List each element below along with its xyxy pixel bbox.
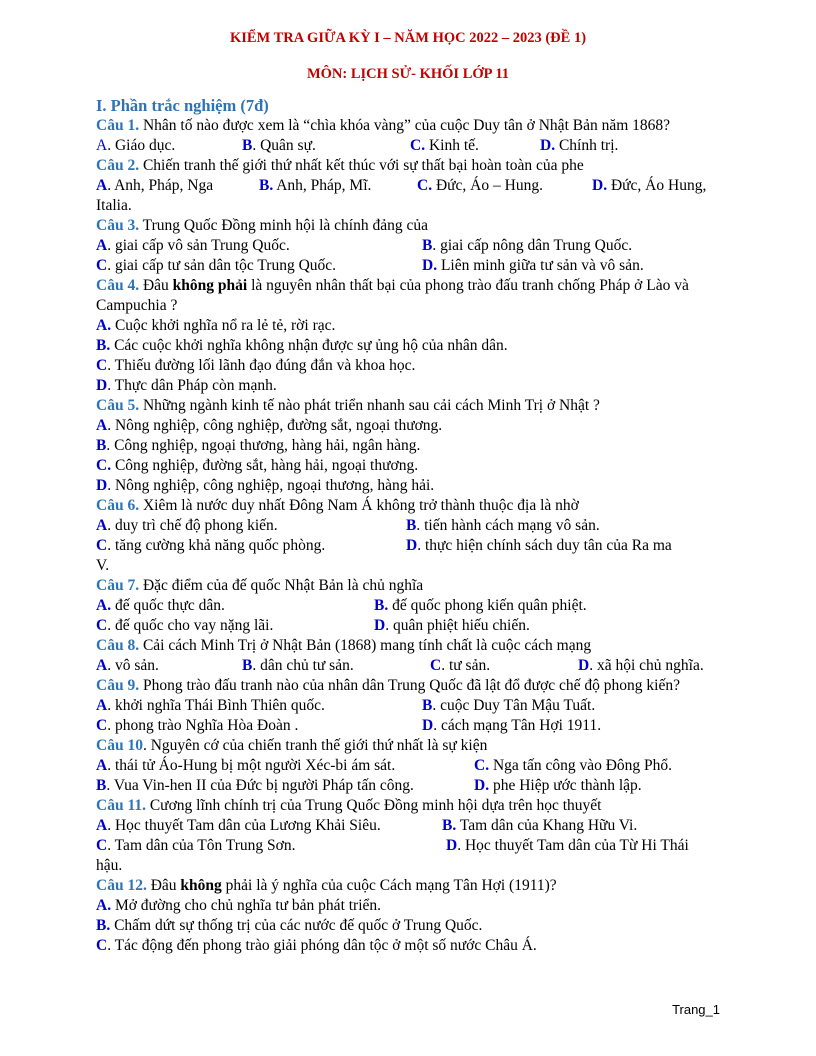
option-b: B. Vua Vin-hen II của Đức bị người Pháp tấn công. [96,777,414,794]
question-6: Câu 6. Xiêm là nước duy nhất Đông Nam Á không trở thành thuộc địa là nhờ [96,497,579,514]
question-9: Câu 9. Phong trào đấu tranh nào của nhân dân Trung Quốc đã lật đổ được chế độ phong kiến? [96,677,680,694]
option-a: A. khởi nghĩa Thái Bình Thiên quốc. [96,697,325,714]
options-row [96,256,720,276]
options-row [96,136,720,156]
question-10: Câu 10. Nguyên cớ của chiến tranh thế giới thứ nhất là sự kiện [96,737,488,754]
exam-title: KIỂM TRA GIỮA KỲ I – NĂM HỌC 2022 – 2023 (ĐỀ 1) [229,30,587,46]
option-b: B. cuộc Duy Tân Mậu Tuất. [422,697,596,714]
option-c: C. tư sản. [430,657,491,674]
question-2: Câu 2. Chiến tranh thế giới thứ nhất kết thúc với sự thất bại hoàn toàn của phe [96,157,584,174]
options-row [96,756,720,776]
option-c: C. Nga tấn công vào Đông Phổ. [474,757,673,774]
question-3: Câu 3. Trung Quốc Đồng minh hội là chính đảng của [96,217,428,234]
exam-subtitle: MÔN: LỊCH SỬ- KHỐI LỚP 11 [306,66,510,82]
option-continuation: hậu. [96,857,123,874]
options-row [96,596,720,616]
option-a: A. giai cấp vô sản Trung Quốc. [96,237,290,254]
page-number: Trang_1 [672,1002,720,1017]
option-c: C. Tác động đến phong trào giải phóng dân tộc ở một số nước Châu Á. [96,937,537,954]
option-d: D. phe Hiệp ước thành lập. [474,777,642,794]
option-d: D. cách mạng Tân Hợi 1911. [422,717,602,734]
option-c: C. Kinh tế. [410,137,479,154]
option-a: A. Anh, Pháp, Nga [96,177,214,194]
options-row [96,176,720,196]
option-b: B. Công nghiệp, ngoại thương, hàng hải, ngân hàng. [96,437,421,454]
options-row [96,836,720,856]
options-row [96,716,720,736]
options-row [96,516,720,536]
option-a: A. thái tử Áo-Hung bị một người Xéc-bi ám sát. [96,757,396,774]
question-5: Câu 5. Những ngành kinh tế nào phát triển nhanh sau cải cách Minh Trị ở Nhật ? [96,397,600,414]
option-c: C. Công nghiệp, đường sắt, hàng hải, ngoại thương. [96,457,419,474]
option-a: A. Mở đường cho chủ nghĩa tư bản phát triển. [96,897,382,914]
question-text: Nhân tố nào được xem là “chìa khóa vàng” của cuộc Duy tân ở Nhật Bản năm 1868? [139,117,671,134]
option-a: A. Giáo dục. [96,137,176,154]
option-c: C. giai cấp tư sản dân tộc Trung Quốc. [96,257,337,274]
option-d: D. Nông nghiệp, công nghiệp, ngoại thương, hàng hải. [96,477,435,494]
question-label: Câu 1. [96,117,140,134]
option-b: B. giai cấp nông dân Trung Quốc. [422,237,633,254]
option-a: A. đế quốc thực dân. [96,597,225,614]
question-8: Câu 8. Cải cách Minh Trị ở Nhật Bản (1868) mang tính chất là cuộc cách mạng [96,637,592,654]
option-b: B. Chấm dứt sự thống trị của các nước đế quốc ở Trung Quốc. [96,917,483,934]
option-d: D. Đức, Áo Hung, [592,177,707,194]
options-row [96,536,720,556]
options-row [96,696,720,716]
options-row [96,816,720,836]
question-12: Câu 12. Đâu không phải là ý nghĩa của cuộc Cách mạng Tân Hợi (1911)? [96,877,557,894]
options-row [96,776,720,796]
option-d: D. Chính trị. [540,137,619,154]
options-row [96,236,720,256]
option-c: C. phong trào Nghĩa Hòa Đoàn . [96,717,299,734]
option-c: C. Thiếu đường lối lãnh đạo đúng đắn và khoa học. [96,357,416,374]
question-1 [96,116,720,136]
question-4: Câu 4. Đâu không phải là nguyên nhân thất bại của phong trào đấu tranh chống Pháp ở Lào và Campuchia ? [96,277,689,314]
question-11: Câu 11. Cương lĩnh chính trị của Trung Quốc Đồng minh hội dựa trên học thuyết [96,797,602,814]
option-b: B. đế quốc phong kiến quân phiệt. [374,597,587,614]
option-a: A. Cuộc khởi nghĩa nổ ra lẻ tẻ, rời rạc. [96,317,336,334]
option-d: D. quân phiệt hiếu chiến. [374,617,530,634]
exam-page [96,28,720,956]
question-7: Câu 7. Đặc điểm của đế quốc Nhật Bản là chủ nghĩa [96,577,424,594]
option-d: D. Thực dân Pháp còn mạnh. [96,377,277,394]
option-c: C. Tam dân của Tôn Trung Sơn. [96,837,296,854]
option-b: B. dân chủ tư sản. [242,657,354,674]
option-c: C. Đức, Áo – Hung. [417,177,543,194]
option-d: D. Học thuyết Tam dân của Từ Hi Thái [446,837,689,854]
option-b: B. tiến hành cách mạng vô sản. [406,517,600,534]
option-c: C. tăng cường khả năng quốc phòng. [96,537,326,554]
option-a: A. Học thuyết Tam dân của Lương Khải Siêu. [96,817,381,834]
option-a: A. vô sản. [96,657,159,674]
option-continuation: V. [96,557,110,574]
option-d: D. thực hiện chính sách duy tân của Ra ma [406,537,672,554]
option-a: A. duy trì chế độ phong kiến. [96,517,278,534]
section-heading: I. Phần trắc nghiệm (7đ) [96,96,269,115]
options-row [96,656,720,676]
option-d: D. xã hội chủ nghĩa. [578,657,704,674]
option-continuation: Italia. [96,197,132,214]
option-c: C. đế quốc cho vay nặng lãi. [96,617,274,634]
option-b: B. Các cuộc khởi nghĩa không nhận được sự ủng hộ của nhân dân. [96,337,508,354]
options-row [96,616,720,636]
option-a: A. Nông nghiệp, công nghiệp, đường sắt, ngoại thương. [96,417,443,434]
option-d: D. Liên minh giữa tư sản và vô sản. [422,257,644,274]
option-b: B. Anh, Pháp, Mĩ. [259,177,372,194]
option-b: B. Quân sự. [242,137,316,154]
option-b: B. Tam dân của Khang Hữu Vi. [442,817,638,834]
